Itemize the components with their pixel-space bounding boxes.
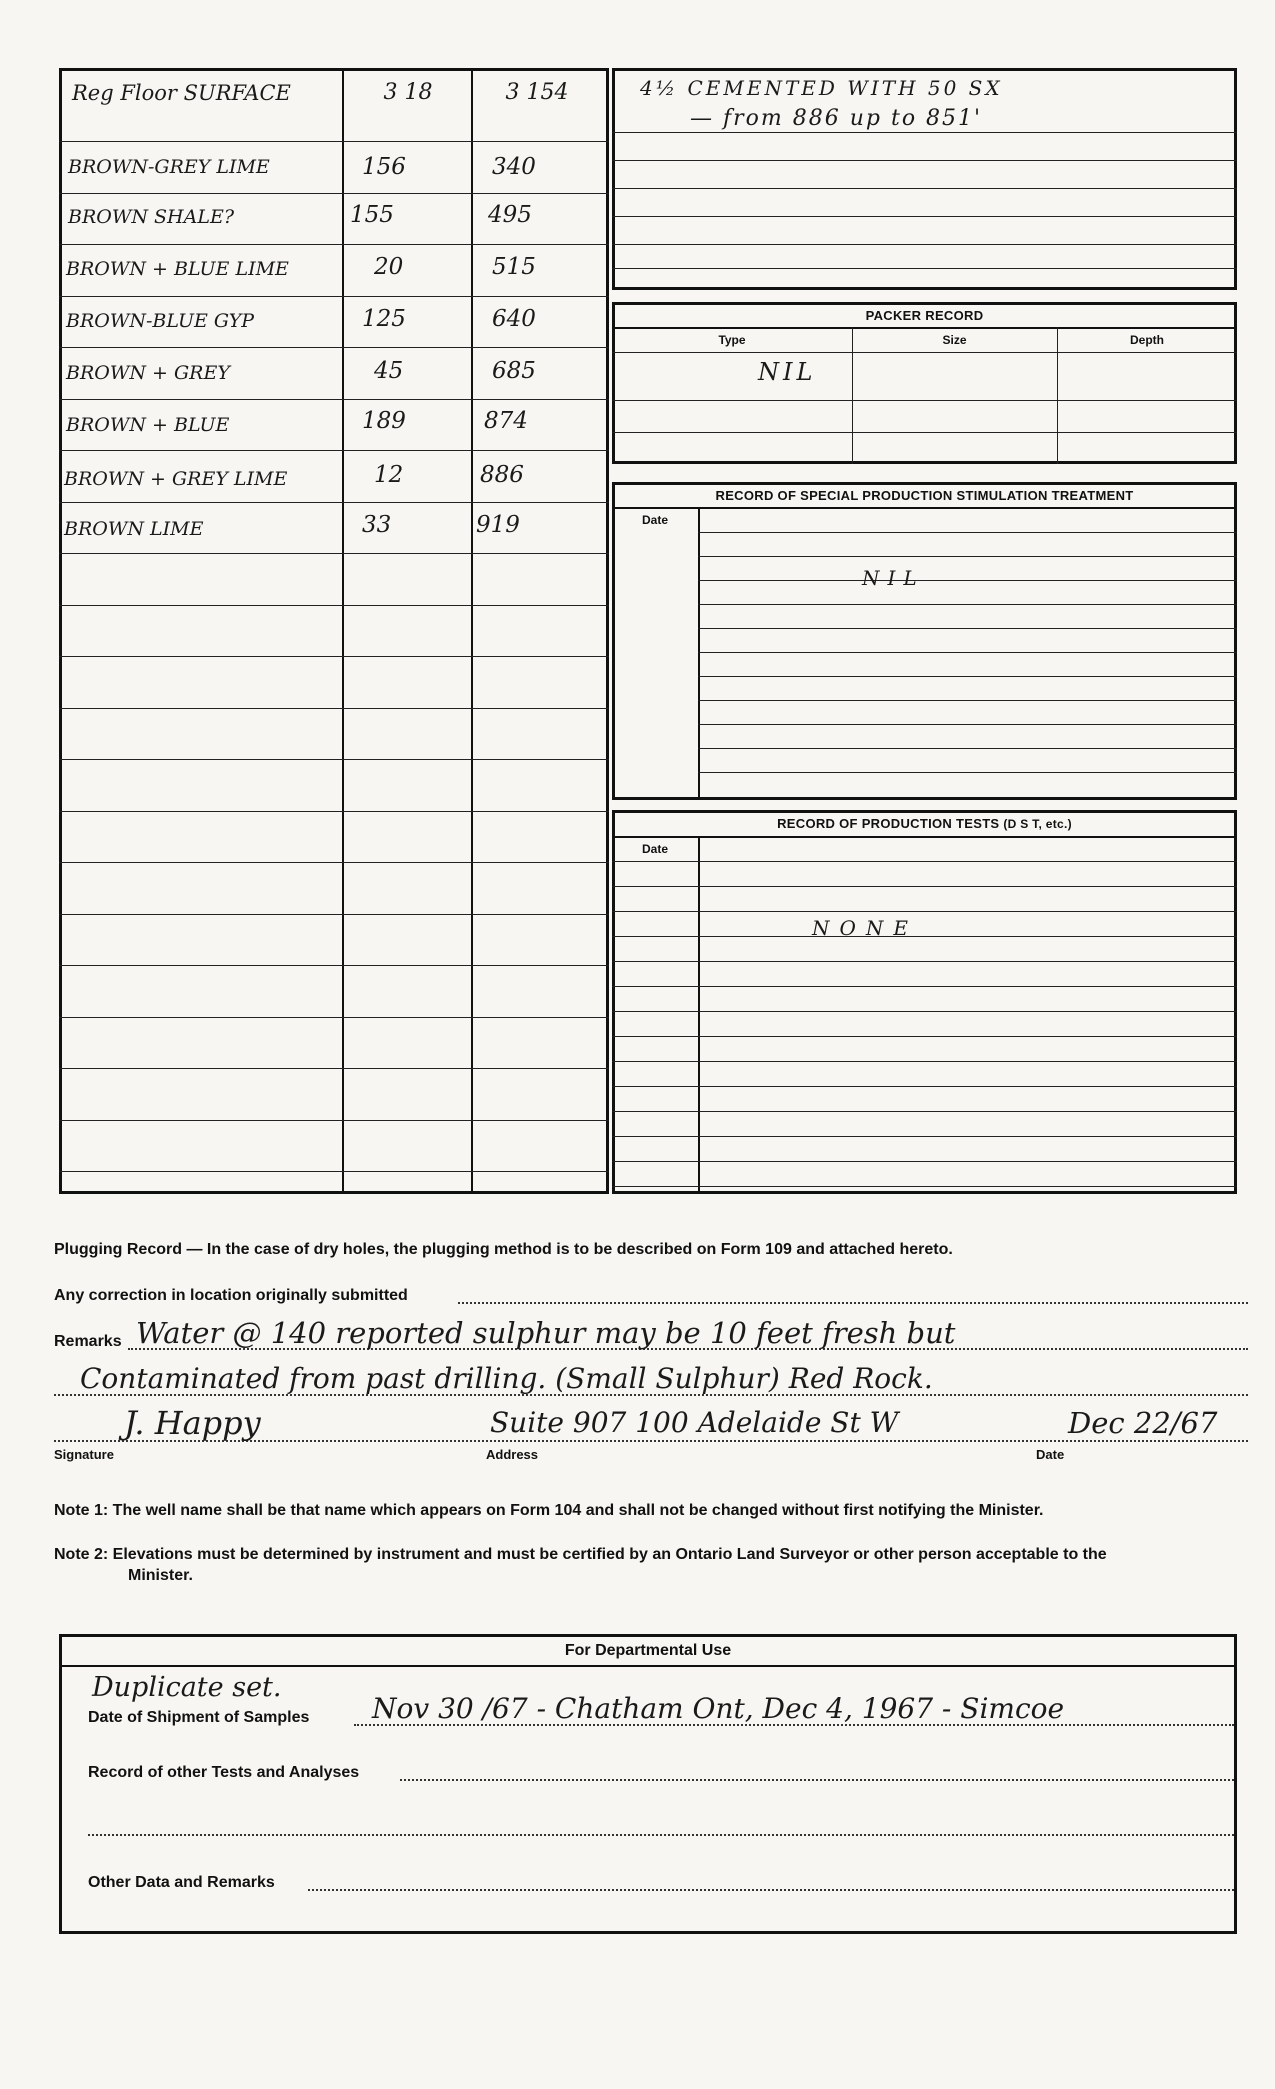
other-tests-line-2	[88, 1834, 1234, 1836]
strata-log-table	[59, 68, 609, 1194]
casing-rule-4	[612, 216, 1237, 217]
strata-row-2-depth: 340	[492, 154, 536, 180]
production-tests-rule-5	[612, 961, 1237, 962]
strata-rule-11	[59, 656, 609, 657]
strata-rule-16	[59, 914, 609, 915]
remarks-line-2-text: Contaminated from past drilling. (Small Sulphur) Red Rock.	[80, 1362, 933, 1395]
strata-row-9-formation: BROWN LIME	[64, 518, 204, 540]
production-tests-rule-9	[612, 1061, 1237, 1062]
production-tests-rule-12	[612, 1136, 1237, 1137]
strata-rule-20	[59, 1120, 609, 1121]
stimulation-rule-11	[698, 772, 1237, 773]
stimulation-col-date: Date	[641, 513, 668, 527]
stimulation-rule-8	[698, 700, 1237, 701]
address-value: Suite 907 100 Adelaide St W	[490, 1406, 899, 1439]
other-tests-label: Record of other Tests and Analyses	[88, 1764, 360, 1781]
production-tests-rule-11	[612, 1111, 1237, 1112]
strata-rule-9	[59, 553, 609, 554]
strata-row-7-depth: 874	[484, 408, 528, 434]
casing-rule-2	[612, 160, 1237, 161]
strata-row-6-formation: BROWN + GREY	[66, 362, 230, 384]
correction-label: Any correction in location originally submitted	[54, 1287, 408, 1304]
stimulation-rule-2	[698, 556, 1237, 557]
strata-row-2-formation: BROWN-GREY LIME	[68, 156, 270, 178]
strata-col-divider-2	[471, 68, 473, 1194]
packer-rule-2	[612, 400, 1237, 401]
plugging-record-text: Plugging Record — In the case of dry holes, the plugging method is to be described on Form 109 and attached hereto.	[54, 1241, 953, 1258]
note-2	[54, 1544, 1254, 1586]
production-tests-rule-3	[612, 911, 1237, 912]
duplicate-set-note: Duplicate set.	[92, 1672, 282, 1703]
production-tests-entry: NONE	[812, 916, 918, 940]
departmental-use-title: For Departmental Use	[564, 1642, 732, 1659]
strata-rule-1	[59, 141, 609, 142]
signature-value: J. Happy	[124, 1404, 261, 1442]
signature-label: Signature	[54, 1447, 114, 1462]
stimulation-title-rule	[612, 507, 1237, 509]
strata-rule-14	[59, 811, 609, 812]
packer-col-divider-1	[852, 327, 853, 464]
strata-row-4-depth: 515	[492, 254, 536, 280]
casing-rule-3	[612, 188, 1237, 189]
stimulation-rule-9	[698, 724, 1237, 725]
date-value: Dec 22/67	[1068, 1406, 1218, 1440]
stimulation-title: RECORD OF SPECIAL PRODUCTION STIMULATION TREATMENT	[715, 488, 1134, 503]
strata-row-3-depth: 495	[488, 202, 532, 228]
strata-row-6-depth: 685	[492, 358, 536, 384]
production-tests-rule-8	[612, 1036, 1237, 1037]
other-data-label: Other Data and Remarks	[88, 1874, 275, 1891]
casing-line-1: 4½ CEMENTED WITH 50 SX	[640, 76, 1003, 100]
strata-rule-15	[59, 862, 609, 863]
other-tests-line	[400, 1779, 1234, 1781]
other-data-line	[308, 1889, 1234, 1891]
stimulation-rule-3	[698, 580, 1237, 581]
strata-row-5-thickness: 125	[362, 306, 406, 332]
address-label: Address	[486, 1447, 539, 1462]
strata-rule-21	[59, 1171, 609, 1172]
strata-row-7-thickness: 189	[362, 408, 406, 434]
strata-row-1-thickness: 3 18	[383, 80, 433, 105]
packer-col-divider-2	[1057, 327, 1058, 464]
strata-row-8-thickness: 12	[374, 462, 404, 488]
production-tests-rule-10	[612, 1086, 1237, 1087]
production-tests-title-suffix: (D S T, etc.)	[1003, 817, 1072, 831]
strata-row-8-depth: 886	[480, 462, 524, 488]
date-label: Date	[1036, 1447, 1065, 1462]
strata-row-3-formation: BROWN SHALE?	[68, 206, 235, 228]
production-tests-rule-1	[612, 861, 1237, 862]
strata-rule-3	[59, 244, 609, 245]
stimulation-rule-5	[698, 628, 1237, 629]
note-2-line-a: Note 2: Elevations must be determined by instrument and must be certified by an Ontario Land Surveyor or other person acceptable to the	[54, 1546, 1107, 1563]
production-tests-title-main: RECORD OF PRODUCTION TESTS	[777, 816, 1000, 831]
production-tests-col-date: Date	[641, 842, 668, 856]
casing-line-2: — from 886 up to 851'	[690, 106, 983, 131]
casing-rule-1	[612, 132, 1237, 133]
production-tests-title	[612, 816, 1237, 831]
packer-entry: NIL	[758, 358, 817, 386]
stimulation-rule-1	[698, 532, 1237, 533]
production-tests-title-rule	[612, 836, 1237, 838]
strata-rule-7	[59, 450, 609, 451]
stimulation-record-box	[612, 482, 1237, 800]
strata-row-5-formation: BROWN-BLUE GYP	[66, 310, 255, 332]
strata-row-6-thickness: 45	[374, 358, 404, 384]
strata-rule-8	[59, 502, 609, 503]
packer-rule-1	[612, 352, 1237, 353]
strata-row-1-formation: Reg Floor SURFACE	[72, 81, 291, 105]
remarks-label: Remarks	[54, 1333, 122, 1350]
stimulation-date-divider	[698, 507, 700, 800]
strata-row-9-depth: 919	[476, 512, 520, 538]
stimulation-rule-10	[698, 748, 1237, 749]
strata-rule-19	[59, 1068, 609, 1069]
strata-row-2-thickness: 156	[362, 154, 406, 180]
strata-row-3-thickness: 155	[350, 202, 394, 228]
production-tests-rule-6	[612, 986, 1237, 987]
casing-record-box	[612, 68, 1237, 290]
packer-record-title: PACKER RECORD	[865, 308, 984, 323]
strata-row-1-depth: 3 154	[505, 80, 569, 105]
remarks-line-1-text: Water @ 140 reported sulphur may be 10 feet fresh but	[136, 1316, 956, 1350]
strata-rule-6	[59, 399, 609, 400]
strata-rule-18	[59, 1017, 609, 1018]
strata-col-divider-1	[342, 68, 344, 1194]
shipment-label: Date of Shipment of Samples	[88, 1709, 310, 1726]
stimulation-rule-4	[698, 604, 1237, 605]
stimulation-entry: NIL	[862, 566, 925, 590]
production-tests-rule-14	[612, 1186, 1237, 1187]
production-tests-date-divider	[698, 836, 700, 1194]
packer-col-size: Size	[942, 333, 967, 347]
note-1: Note 1: The well name shall be that name which appears on Form 104 and shall not be changed without first notifying the Minister.	[54, 1502, 1044, 1519]
packer-col-type: Type	[718, 333, 746, 347]
production-tests-rule-13	[612, 1161, 1237, 1162]
packer-col-depth: Depth	[1130, 333, 1164, 347]
strata-row-5-depth: 640	[492, 306, 536, 332]
casing-rule-5	[612, 244, 1237, 245]
strata-row-4-formation: BROWN + BLUE LIME	[66, 258, 289, 280]
shipment-value: Nov 30 /67 - Chatham Ont, Dec 4, 1967 - Simcoe	[372, 1692, 1065, 1725]
strata-rule-10	[59, 605, 609, 606]
stimulation-rule-7	[698, 676, 1237, 677]
packer-rule-3	[612, 432, 1237, 433]
packer-title-rule	[612, 327, 1237, 329]
production-tests-rule-2	[612, 886, 1237, 887]
strata-rule-12	[59, 708, 609, 709]
strata-row-4-thickness: 20	[374, 254, 404, 280]
strata-row-8-formation: BROWN + GREY LIME	[64, 468, 288, 490]
production-tests-rule-7	[612, 1011, 1237, 1012]
departmental-title-rule	[59, 1665, 1237, 1667]
note-2-line-b: Minister.	[128, 1567, 193, 1584]
casing-rule-6	[612, 268, 1237, 269]
strata-rule-5	[59, 347, 609, 348]
strata-rule-13	[59, 759, 609, 760]
strata-rule-4	[59, 296, 609, 297]
production-tests-rule-4	[612, 936, 1237, 937]
strata-rule-2	[59, 193, 609, 194]
correction-line	[458, 1302, 1248, 1304]
strata-row-7-formation: BROWN + BLUE	[66, 414, 230, 436]
strata-rule-17	[59, 965, 609, 966]
stimulation-rule-6	[698, 652, 1237, 653]
strata-row-9-thickness: 33	[362, 512, 392, 538]
